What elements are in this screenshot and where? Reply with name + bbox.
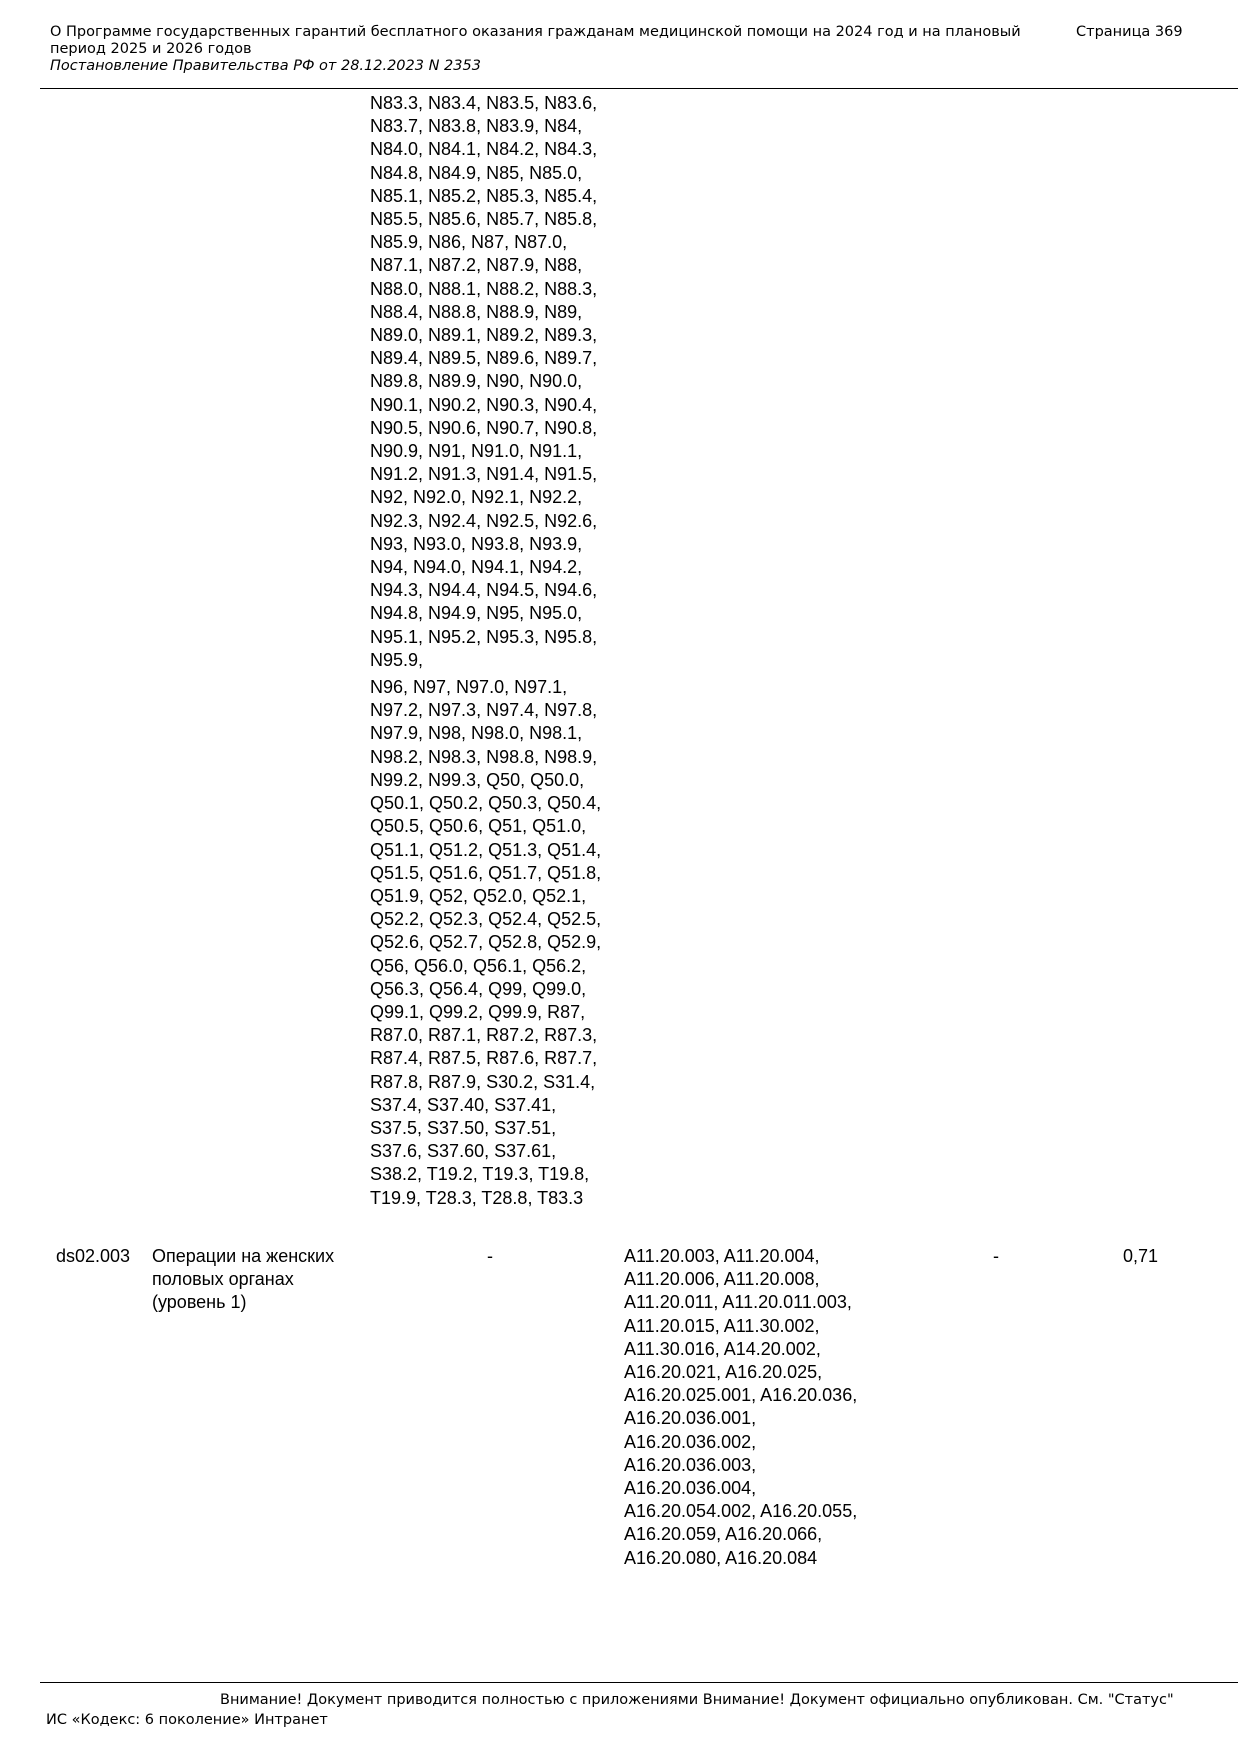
header-divider: [40, 88, 1238, 89]
document-title: О Программе государственных гарантий бесплатного оказания гражданам медицинской помощи на 2024 год и на плановый период 2025 и 2026 годов: [50, 24, 1021, 57]
service-code-line: A11.20.011, A11.20.011.003,: [624, 1292, 852, 1313]
code-line: N94.3, N94.4, N94.5, N94.6,: [370, 580, 598, 601]
code-line: Q52.6, Q52.7, Q52.8, Q52.9,: [370, 932, 602, 953]
service-code-line: A16.20.021, A16.20.025,: [624, 1362, 823, 1383]
code-line: N91.2, N91.3, N91.4, N91.5,: [370, 464, 598, 485]
row-diagnosis-dash: -: [487, 1246, 493, 1266]
row-name-line: Операции на женских: [152, 1246, 335, 1266]
code-line: N88.4, N88.8, N88.9, N89,: [370, 301, 583, 322]
footer-notice: Внимание! Документ приводится полностью с приложениями Внимание! Документ официально опубликован. См. "Статус": [220, 1692, 1174, 1708]
code-line: N88.0, N88.1, N88.2, N88.3,: [370, 278, 598, 299]
code-line: N83.3, N83.4, N83.5, N83.6,: [370, 93, 598, 113]
code-line: T19.9, T28.3, T28.8, T83.3: [370, 1187, 584, 1208]
code-line: N94.8, N94.9, N95, N95.0,: [370, 603, 583, 624]
code-line: N94, N94.0, N94.1, N94.2,: [370, 557, 583, 578]
code-line: N97.9, N98, N98.0, N98.1,: [370, 723, 583, 744]
code-line: Q56.3, Q56.4, Q99, Q99.0,: [370, 978, 587, 999]
code-line: S38.2, T19.2, T19.3, T19.8,: [370, 1164, 590, 1185]
code-line: N98.2, N98.3, N98.8, N98.9,: [370, 746, 598, 767]
code-line: Q51.9, Q52, Q52.0, Q52.1,: [370, 885, 587, 906]
service-code-line: A11.20.015, A11.30.002,: [624, 1315, 820, 1336]
service-code-line: A11.20.003, A11.20.004,: [624, 1246, 820, 1266]
page-number: Страница 369: [1076, 24, 1183, 40]
code-line: N92.3, N92.4, N92.5, N92.6,: [370, 510, 598, 531]
code-line: N87.1, N87.2, N87.9, N88,: [370, 255, 583, 276]
code-line: N85.5, N85.6, N85.7, N85.8,: [370, 209, 598, 230]
code-line: R87.0, R87.1, R87.2, R87.3,: [370, 1025, 598, 1046]
code-line: N85.9, N86, N87, N87.0,: [370, 232, 568, 253]
service-code-line: A11.20.006, A11.20.008,: [624, 1269, 820, 1290]
code-line: Q50.1, Q50.2, Q50.3, Q50.4,: [370, 793, 602, 814]
code-line: N95.1, N95.2, N95.3, N95.8,: [370, 626, 598, 647]
code-line: N84.8, N84.9, N85, N85.0,: [370, 162, 583, 183]
service-code-line: A11.30.016, A14.20.002,: [624, 1338, 821, 1359]
row-name-line: (уровень 1): [152, 1292, 247, 1313]
code-line: N89.8, N89.9, N90, N90.0,: [370, 371, 583, 392]
service-code-line: A16.20.025.001, A16.20.036,: [624, 1385, 858, 1406]
code-line: N96, N97, N97.0, N97.1,: [370, 677, 568, 698]
code-line: S37.5, S37.50, S37.51,: [370, 1117, 557, 1138]
row-service-codes: [624, 1245, 857, 1570]
document-subtitle: Постановление Правительства РФ от 28.12.2023 N 2353: [50, 58, 481, 74]
code-line: S37.6, S37.60, S37.61,: [370, 1141, 557, 1162]
service-code-line: A16.20.059, A16.20.066,: [624, 1524, 823, 1545]
code-line: N83.7, N83.8, N83.9, N84,: [370, 116, 583, 137]
code-line: N89.0, N89.1, N89.2, N89.3,: [370, 325, 598, 346]
service-code-line: A16.20.036.003,: [624, 1454, 757, 1475]
row-coefficient: 0,71: [1123, 1246, 1159, 1266]
service-code-line: A16.20.080, A16.20.084: [624, 1547, 818, 1568]
code-line: Q99.1, Q99.2, Q99.9, R87,: [370, 1001, 586, 1022]
row-name-line: половых органах: [152, 1269, 294, 1290]
code-line: N92, N92.0, N92.1, N92.2,: [370, 487, 583, 508]
service-code-line: A16.20.054.002, A16.20.055,: [624, 1501, 858, 1522]
code-line: Q51.1, Q51.2, Q51.3, Q51.4,: [370, 839, 602, 860]
code-line: N85.1, N85.2, N85.3, N85.4,: [370, 185, 598, 206]
footer-divider: [40, 1682, 1238, 1683]
code-line: N97.2, N97.3, N97.4, N97.8,: [370, 700, 598, 721]
row-code: ds02.003: [56, 1246, 131, 1266]
code-line: Q51.5, Q51.6, Q51.7, Q51.8,: [370, 862, 602, 883]
code-line: Q50.5, Q50.6, Q51, Q51.0,: [370, 816, 587, 837]
footer-source: ИС «Кодекс: 6 поколение» Интранет: [46, 1712, 328, 1728]
code-line: N95.9,: [370, 649, 424, 670]
code-line: N89.4, N89.5, N89.6, N89.7,: [370, 348, 598, 369]
code-line: R87.4, R87.5, R87.6, R87.7,: [370, 1048, 598, 1069]
code-line: N90.5, N90.6, N90.7, N90.8,: [370, 417, 598, 438]
row-name: [152, 1245, 334, 1315]
code-line: N90.1, N90.2, N90.3, N90.4,: [370, 394, 598, 415]
code-line: N90.9, N91, N91.0, N91.1,: [370, 441, 583, 462]
code-line: Q52.2, Q52.3, Q52.4, Q52.5,: [370, 909, 602, 930]
code-line: Q56, Q56.0, Q56.1, Q56.2,: [370, 955, 587, 976]
code-line: N99.2, N99.3, Q50, Q50.0,: [370, 769, 585, 790]
code-line: N84.0, N84.1, N84.2, N84.3,: [370, 139, 598, 160]
service-code-line: A16.20.036.004,: [624, 1478, 757, 1499]
code-line: S37.4, S37.40, S37.41,: [370, 1094, 557, 1115]
code-line: N93, N93.0, N93.8, N93.9,: [370, 533, 583, 554]
code-line: R87.8, R87.9, S30.2, S31.4,: [370, 1071, 596, 1092]
diagnosis-codes-continued: [370, 92, 601, 1210]
row-other-dash: -: [993, 1246, 999, 1266]
service-code-line: A16.20.036.001,: [624, 1408, 757, 1429]
service-code-line: A16.20.036.002,: [624, 1431, 757, 1452]
